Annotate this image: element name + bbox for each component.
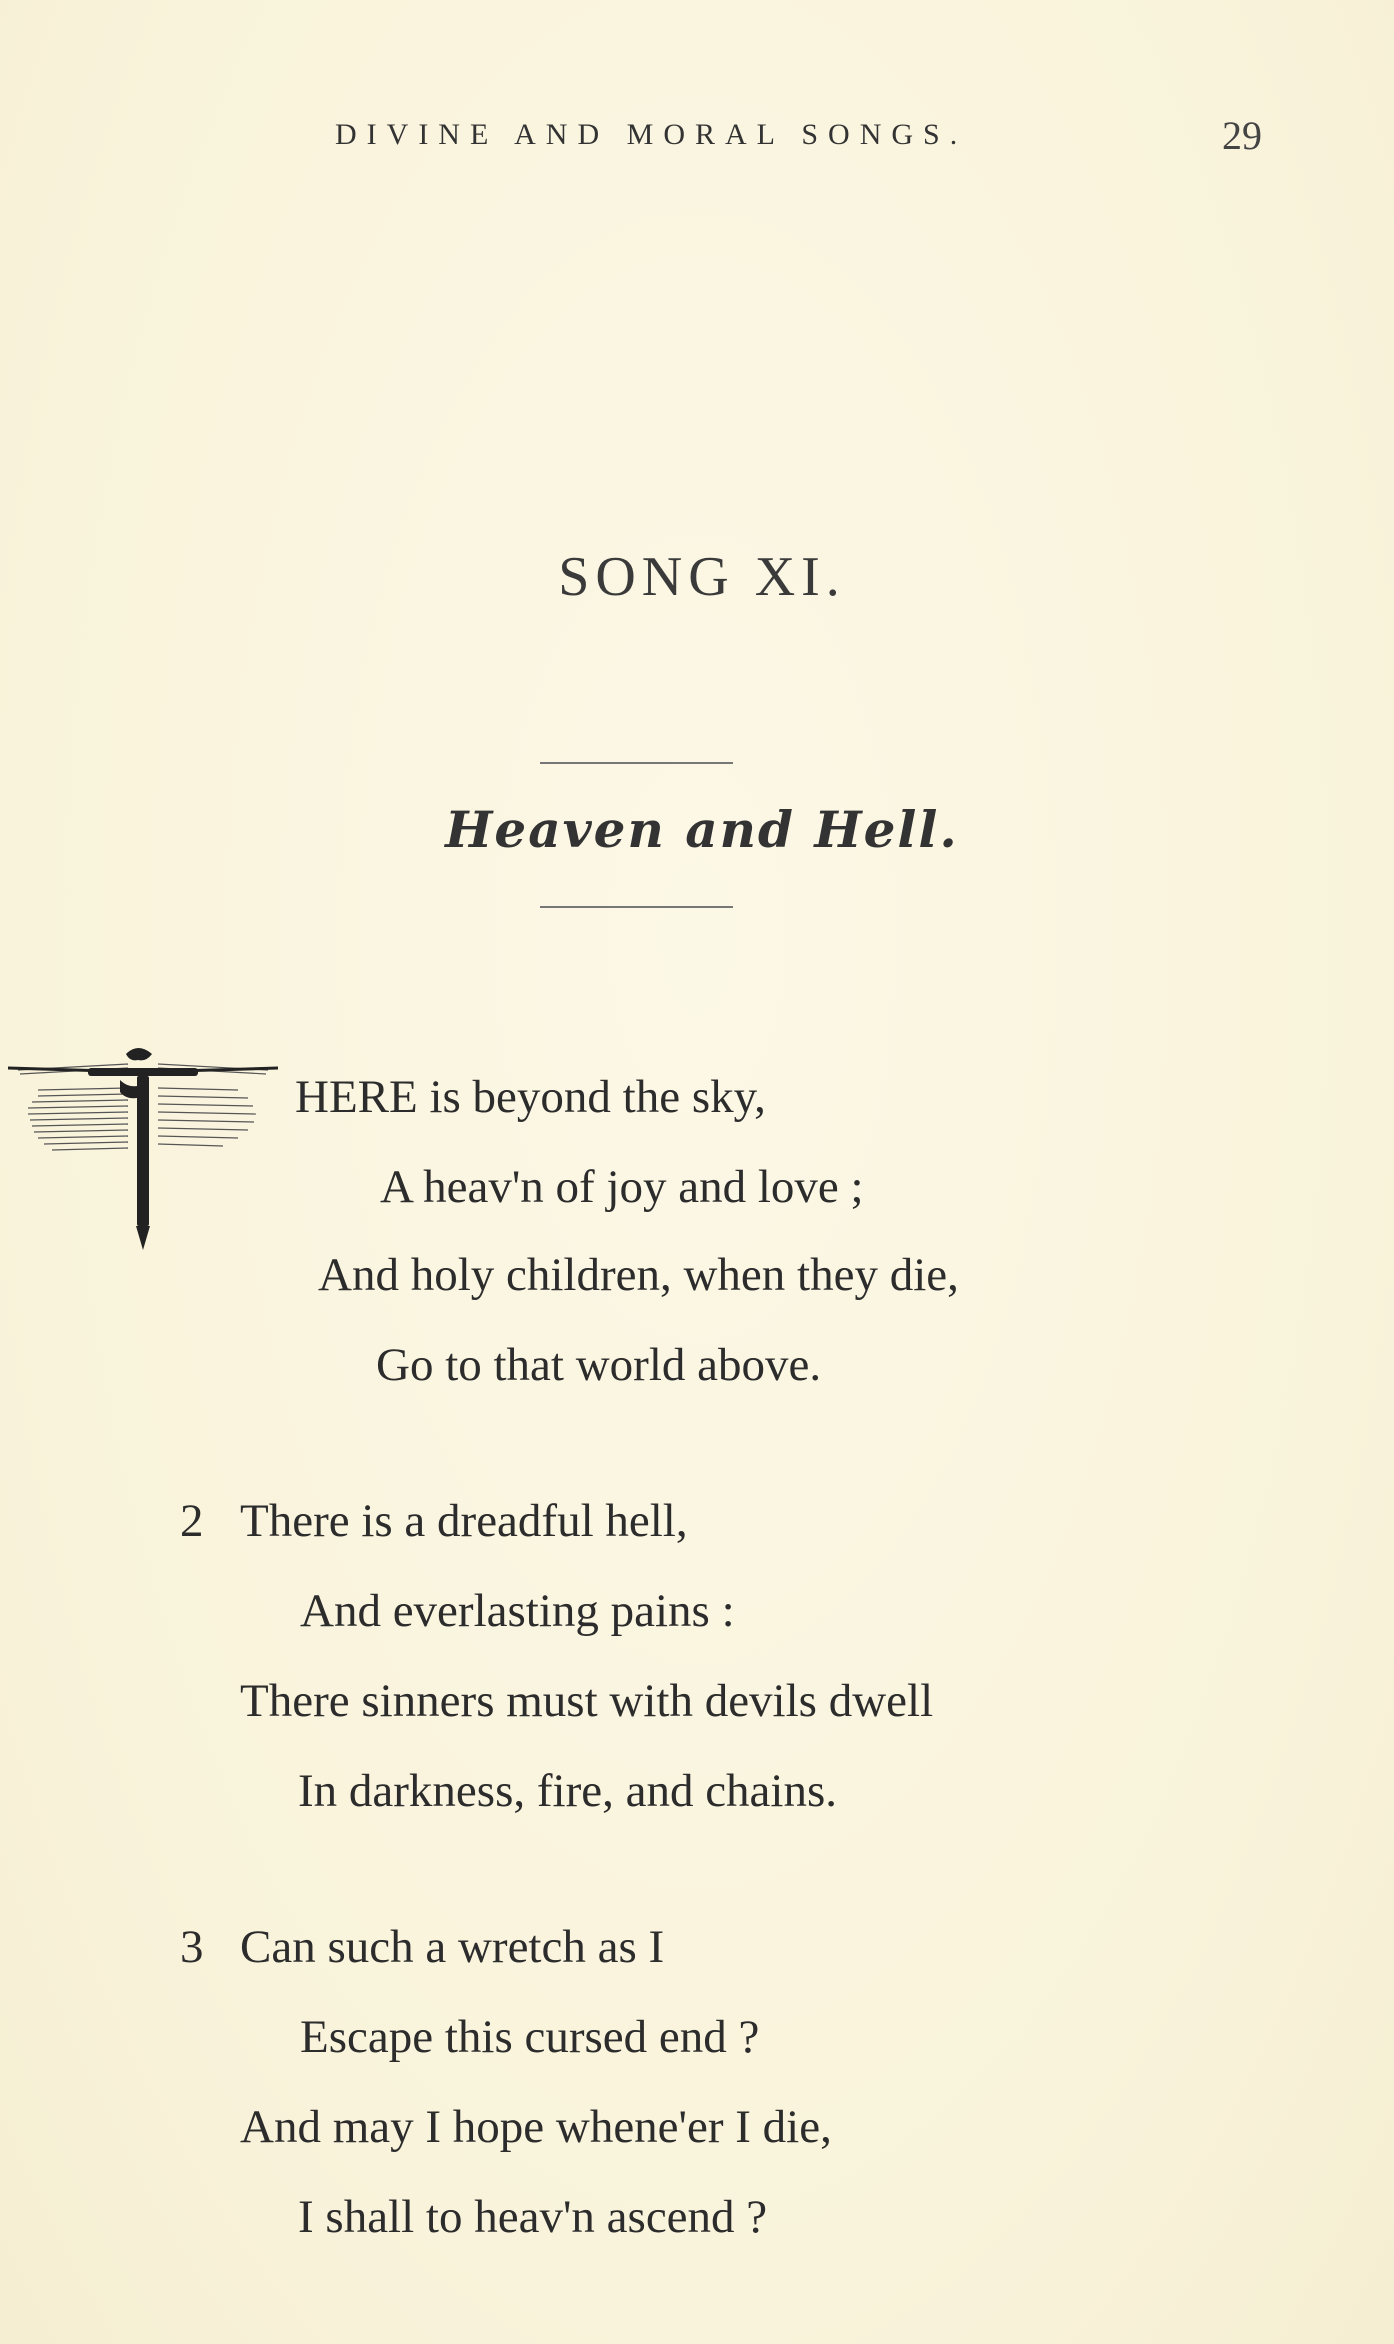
verse-2-line-4: In darkness, fire, and chains.	[298, 1765, 838, 1817]
divider-top	[540, 762, 733, 764]
verse-1-line-1: HERE is beyond the sky,	[295, 1071, 766, 1123]
verse-2-line-1: There is a dreadful hell,	[240, 1495, 688, 1547]
verse-1-line-3: And holy children, when they die,	[318, 1249, 959, 1301]
verse-2-line-2: And everlasting pains :	[300, 1585, 735, 1637]
song-title: SONG XI.	[558, 546, 846, 608]
page-number: 29	[1222, 113, 1262, 158]
verse-1-line-2: A heav'n of joy and love ;	[380, 1161, 864, 1213]
verse-3-line-2: Escape this cursed end ?	[300, 2011, 760, 2063]
divider-bottom	[540, 906, 733, 908]
verse-2-number: 2	[180, 1495, 204, 1547]
song-subtitle: Heaven and Hell.	[445, 800, 959, 859]
verse-3-line-1: Can such a wretch as I	[240, 1921, 665, 1973]
verse-1-line-4: Go to that world above.	[376, 1339, 822, 1391]
verse-3-number: 3	[180, 1921, 204, 1973]
verse-3-line-3: And may I hope whene'er I die,	[240, 2101, 832, 2153]
verse-2-line-3: There sinners must with devils dwell	[240, 1675, 934, 1727]
ornamental-t-icon	[8, 1040, 278, 1260]
verse-3-line-4: I shall to heav'n ascend ?	[298, 2191, 768, 2243]
running-head: DIVINE AND MORAL SONGS.	[335, 118, 968, 151]
